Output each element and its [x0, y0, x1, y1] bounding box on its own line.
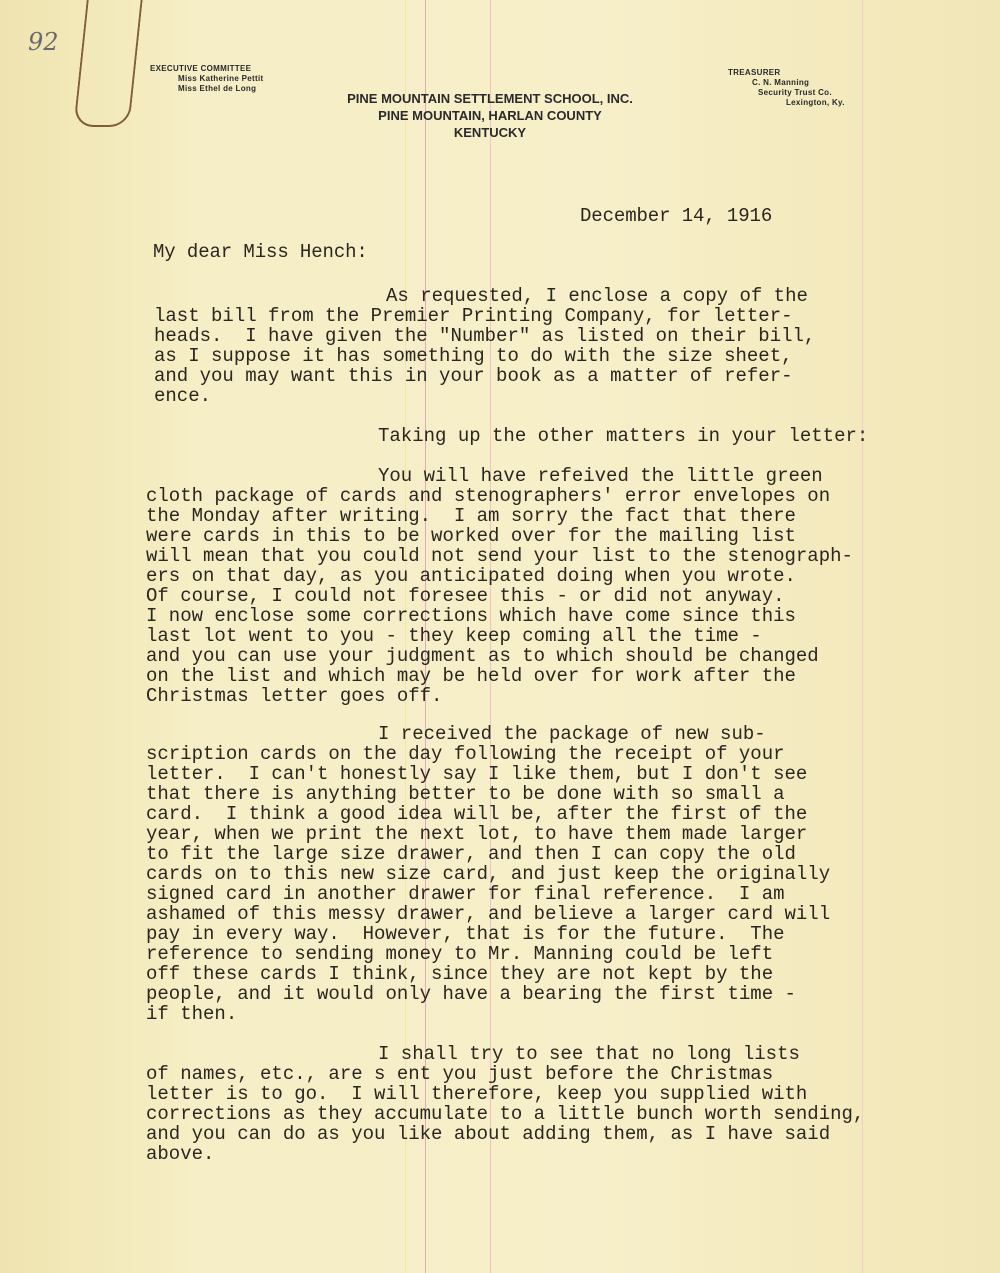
paragraph-1	[154, 286, 815, 406]
committee-member: Miss Katherine Pettit	[178, 74, 264, 83]
letter-line: and you can do as you like about adding them, as I have said	[146, 1123, 831, 1145]
letter-line: ence.	[154, 385, 212, 407]
letter-line: ers on that day, as you anticipated doing when you wrote.	[146, 565, 796, 587]
letter-line: Of course, I could not foresee this - or did not anyway.	[146, 585, 785, 607]
letter-line: people, and it would only have a bearing the first time -	[146, 983, 796, 1005]
letter-line: last bill from the Premier Printing Company, for letter-	[154, 305, 793, 327]
letter-line: above.	[146, 1143, 215, 1165]
letter-line: reference to sending money to Mr. Manning could be left	[146, 943, 774, 965]
letter-line: were cards in this to be worked over for the mailing list	[146, 525, 796, 547]
treasurer-bank: Security Trust Co.	[758, 88, 832, 97]
treasurer-block	[728, 68, 845, 108]
letter-line: scription cards on the day following the receipt of your	[146, 743, 785, 765]
treasurer-heading: TREASURER	[728, 68, 781, 77]
paragraph-5	[146, 1044, 864, 1164]
paragraph-4	[146, 724, 830, 1024]
letter-line: to fit the large size drawer, and then I can copy the old	[146, 843, 796, 865]
binder-mark	[73, 0, 142, 127]
letter-line: pay in every way. However, that is for the future. The	[146, 923, 785, 945]
school-address: PINE MOUNTAIN, HARLAN COUNTY	[378, 108, 602, 123]
letter-line: ashamed of this messy drawer, and believe a larger card will	[146, 903, 831, 925]
letter-line: Taking up the other matters in your letter:	[378, 425, 869, 447]
letter-line: signed card in another drawer for final reference. I am	[146, 883, 785, 905]
letter-line: the Monday after writing. I am sorry the fact that there	[146, 505, 796, 527]
committee-member: Miss Ethel de Long	[178, 84, 257, 93]
letterhead-title	[300, 90, 680, 141]
letter-line: as I suppose it has something to do with the size sheet,	[154, 345, 793, 367]
letter-line: off these cards I think, since they are not kept by the	[146, 963, 774, 985]
letter-line: card. I think a good idea will be, after the first of the	[146, 803, 808, 825]
treasurer-name: C. N. Manning	[752, 78, 810, 87]
letter-line: You will have refeived the little green	[378, 465, 823, 487]
letter-line: and you can use your judgment as to which should be changed	[146, 645, 819, 667]
executive-committee-block	[150, 64, 263, 94]
letter-date: December 14, 1916	[580, 205, 773, 227]
school-name: PINE MOUNTAIN SETTLEMENT SCHOOL, INC.	[347, 91, 633, 106]
letter-line: letter. I can't honestly say I like them, but I don't see	[146, 763, 808, 785]
letter-line: will mean that you could not send your list to the stenograph-	[146, 545, 853, 567]
letter-line: of names, etc., are s ent you just before the Christmas	[146, 1063, 774, 1085]
executive-committee-heading: EXECUTIVE COMMITTEE	[150, 64, 252, 73]
paragraph-3	[146, 466, 853, 706]
paragraph-2	[146, 426, 868, 446]
letter-line: corrections as they accumulate to a little bunch worth sending,	[146, 1103, 865, 1125]
letter-line: heads. I have given the "Number" as listed on their bill,	[154, 325, 816, 347]
letter-line: and you may want this in your book as a matter of refer-	[154, 365, 793, 387]
letter-line: on the list and which may be held over for work after the	[146, 665, 796, 687]
letter-line: I shall try to see that no long lists	[378, 1043, 800, 1065]
letter-line: if then.	[146, 1003, 238, 1025]
letter-line: letter is to go. I will therefore, keep you supplied with	[146, 1083, 808, 1105]
letter-line: As requested, I enclose a copy of the	[386, 285, 808, 307]
treasurer-city: Lexington, Ky.	[786, 98, 845, 107]
school-state: KENTUCKY	[453, 125, 527, 140]
letter-line: that there is anything better to be done with so small a	[146, 783, 785, 805]
page-number-annotation: 92	[28, 28, 59, 56]
salutation: My dear Miss Hench:	[153, 241, 368, 263]
letter-line: last lot went to you - they keep coming all the time -	[146, 625, 762, 647]
letter-line: Christmas letter goes off.	[146, 685, 443, 707]
letter-line: cloth package of cards and stenographers' error envelopes on	[146, 485, 831, 507]
letter-line: I received the package of new sub-	[378, 723, 766, 745]
letter-line: I now enclose some corrections which have come since this	[146, 605, 796, 627]
letter-line: cards on to this new size card, and just keep the originally	[146, 863, 831, 885]
letter-line: year, when we print the next lot, to have them made larger	[146, 823, 808, 845]
